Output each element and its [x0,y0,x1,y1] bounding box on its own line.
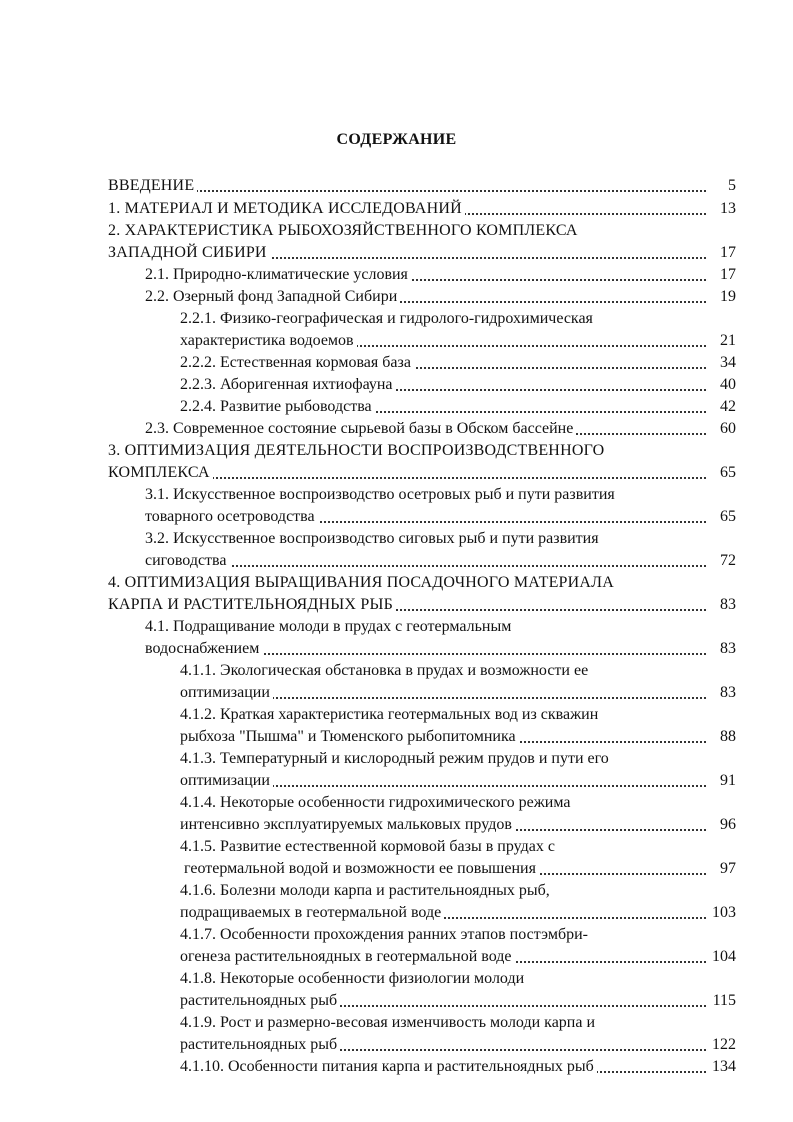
toc-entry-line: 2.2.2. Естественная кормовая база [180,352,706,374]
toc-page-number: 60 [720,420,736,437]
toc-page-number: 72 [720,552,736,569]
toc-entry-line: растительноядных рыб [180,990,706,1012]
toc-entry-line: КАРПА И РАСТИТЕЛЬНОЯДНЫХ РЫБ [108,594,706,616]
toc-entry-line: 4.1.8. Некоторые особенности физиологии молоди [180,968,745,990]
toc-entry-line: оптимизации [180,682,706,704]
toc-entry-line: 3. ОПТИМИЗАЦИЯ ДЕЯТЕЛЬНОСТИ ВОСПРОИЗВОДСТВЕННОГО [108,440,748,462]
toc-page-number: 83 [720,596,736,613]
toc-entry-line: характеристика водоемов [180,330,706,352]
toc-page-number: 65 [720,508,736,525]
toc-page-number: 17 [720,266,736,283]
toc-page-number: 88 [720,728,736,745]
toc-entry-line: 3.2. Искусственное воспроизводство сиговых рыб и пути развития [145,528,745,550]
toc-page-number: 83 [720,640,736,657]
toc-entry-line: 2.2.3. Аборигенная ихтиофауна [180,374,706,396]
toc-entry-line: 4.1.5. Развитие естественной кормовой базы в прудах с [180,836,745,858]
toc-page-number: 103 [712,904,736,921]
toc-entry-line: 1. МАТЕРИАЛ И МЕТОДИКА ИССЛЕДОВАНИЙ [108,198,706,220]
toc-page-number: 42 [720,398,736,415]
toc-entry-line: интенсивно эксплуатируемых мальковых прудов [180,814,706,836]
toc-entry-line: 4.1.6. Болезни молоди карпа и растительноядных рыб, [180,880,745,902]
toc-entry-line: 4.1.1. Экологическая обстановка в прудах и возможности ее [180,660,745,682]
toc-entry-line: оптимизации [180,770,706,792]
toc-entry-line: геотермальной водой и возможности ее повышения [180,858,706,880]
toc-page-number: 65 [720,464,736,481]
toc-entry-line: 2.1. Природно-климатические условия [145,264,706,286]
toc-page-number: 13 [720,200,736,217]
toc-page-number: 5 [728,177,736,194]
toc-page-number: 17 [720,244,736,261]
toc-entry-line: огенеза растительноядных в геотермальной воде [180,946,706,968]
toc-entry-line: ВВЕДЕНИЕ [108,175,706,197]
toc-entry-line: 2.3. Современное состояние сырьевой базы в Обском бассейне [145,418,706,440]
toc-entry-line: сиговодства [145,550,706,572]
toc-entry-line: 4.1.3. Температурный и кислородный режим прудов и пути его [180,748,745,770]
toc-entry-line: 4.1.9. Рост и размерно-весовая изменчивость молоди карпа и [180,1012,745,1034]
toc-entry-line: КОМПЛЕКСА [108,462,706,484]
toc-page-number: 19 [720,288,736,305]
toc-entry-line: 4.1.4. Некоторые особенности гидрохимического режима [180,792,745,814]
toc-entry-line: ЗАПАДНОЙ СИБИРИ [108,242,706,264]
toc-entry-line: водоснабжением [145,638,706,660]
toc-entry-line: 3.1. Искусственное воспроизводство осетровых рыб и пути развития [145,484,745,506]
toc-entry-line: 2.2.1. Физико-географическая и гидролого-гидрохимическая [180,308,740,330]
toc-page-number: 21 [720,332,736,349]
toc-page-number: 104 [712,948,736,965]
page-title: СОДЕРЖАНИЕ [336,131,457,148]
toc-page-number: 96 [720,816,736,833]
toc-entry-line: 4.1.7. Особенности прохождения ранних этапов постэмбри- [180,924,745,946]
toc-entry-line: 2.2.4. Развитие рыбоводства [180,396,706,418]
toc-entry-line: 4.1.2. Краткая характеристика геотермальных вод из скважин [180,704,745,726]
toc-page-number: 115 [712,992,736,1009]
toc-entry-line: растительноядных рыб [180,1034,706,1056]
toc-page-number: 34 [720,354,736,371]
toc-page-number: 40 [720,376,736,393]
toc-entry-line: 2. ХАРАКТЕРИСТИКА РЫБОХОЗЯЙСТВЕННОГО КОМПЛЕКСА [108,220,748,242]
toc-page-number: 97 [720,860,736,877]
toc-entry-line: рыбхоза "Пышма" и Тюменского рыбопитомника [180,726,706,748]
toc-page-number: 91 [720,772,736,789]
toc-entry-line: 4.1.10. Особенности питания карпа и растительноядных рыб [180,1056,706,1078]
toc-entry-line: 4. ОПТИМИЗАЦИЯ ВЫРАЩИВАНИЯ ПОСАДОЧНОГО МАТЕРИАЛА [108,572,748,594]
toc-entry-line: товарного осетроводства [145,506,706,528]
toc-entry-line: подращиваемых в геотермальной воде [180,902,706,924]
toc-entry-line: 2.2. Озерный фонд Западной Сибири [145,286,706,308]
toc-page-number: 83 [720,684,736,701]
toc-page-number: 134 [712,1058,736,1075]
toc-entry-line: 4.1. Подращивание молоди в прудах с геотермальным [145,616,745,638]
toc-page-number: 122 [712,1036,736,1053]
